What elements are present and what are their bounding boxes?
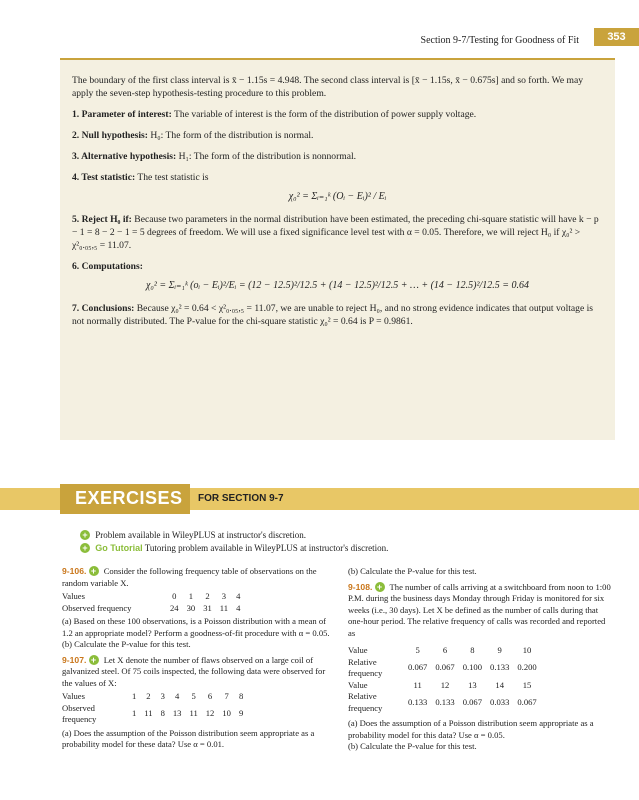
table-row-label: Relative frequency <box>348 656 383 678</box>
step-label: 2. Null hypothesis: <box>72 130 148 141</box>
table-cell: 1 <box>188 591 194 601</box>
table-cell: 11 <box>413 679 422 690</box>
step-2 <box>72 129 603 142</box>
table-cell: 13 <box>172 708 182 719</box>
step-1 <box>72 108 603 121</box>
exercise-part-b: (b) Calculate the P-value for this test. <box>62 639 191 649</box>
legend-problem-text: Problem available in WileyPLUS at instructor's discretion. <box>95 530 307 540</box>
table-cell: 9 <box>238 708 244 719</box>
table-cell: 0.133 <box>490 662 510 673</box>
legend-tutorial <box>80 543 388 553</box>
table-cell: 1 <box>132 691 137 701</box>
exercise-text: Let X denote the number of flaws observed on a large coil of galvanized steel. Of 75 coils inspected, the following data were observed for the values of X: <box>62 654 326 688</box>
step-3 <box>72 150 603 163</box>
right-column <box>348 566 613 753</box>
step-text: The variable of interest is the form of the distribution of power supply voltage. <box>174 109 477 120</box>
test-statistic-formula: χ₀² = Σᵢ₌₁ᵏ (Oᵢ − Eᵢ)² / Eᵢ <box>288 191 387 202</box>
running-header: Section 9-7/Testing for Goodness of Fit <box>420 35 579 46</box>
plus-icon: + <box>375 582 385 592</box>
table-cell: 0.067 <box>408 662 428 673</box>
table-cell: 0.067 <box>462 696 483 707</box>
table-cell: 12 <box>440 679 450 690</box>
frequency-table-106 <box>62 591 244 614</box>
table-cell: 8 <box>160 708 165 719</box>
plus-icon: + <box>89 655 99 665</box>
table-cell: 3 <box>160 691 165 701</box>
table-cell: 10 <box>522 645 532 655</box>
step-label: 4. Test statistic: <box>72 172 136 183</box>
table-cell: 6 <box>207 691 213 701</box>
step-label: 1. Parameter of interest: <box>72 109 172 120</box>
table-cell: 0.067 <box>435 662 455 673</box>
table-cell: 0.133 <box>408 696 428 707</box>
exercises-title: EXERCISES <box>75 488 183 508</box>
exercise-text: Consider the following frequency table of observations on the random variable X. <box>62 566 317 588</box>
table-cell: 11 <box>189 708 198 719</box>
table-row-label: Values <box>62 591 85 601</box>
table-cell: 11 <box>144 708 153 719</box>
table-row-label: Observed frequency <box>62 702 97 724</box>
table-row-label: Observed frequency <box>62 602 132 613</box>
table-cell: 8 <box>238 691 244 701</box>
table-cell: 30 <box>186 602 196 613</box>
table-row-label: Values <box>62 691 85 701</box>
table-cell: 10 <box>222 708 231 719</box>
table-cell: 11 <box>219 602 229 613</box>
table-cell: 2 <box>146 691 151 701</box>
go-tutorial-label: Go Tutorial <box>95 543 143 553</box>
exercise-number: 9-107. <box>62 654 87 665</box>
table-cell: 24 <box>170 602 179 613</box>
exercise-9-108 <box>348 582 613 640</box>
relative-frequency-table <box>348 645 541 714</box>
exercise-part-a: (a) Does the assumption of the Poisson distribution seem appropriate as a probability model for these data? Use α = 0.01. <box>62 727 315 749</box>
step-6 <box>72 260 603 273</box>
exercise-9-106 <box>62 566 332 589</box>
page-number: 353 <box>594 28 639 46</box>
exercise-9-107 <box>62 655 332 690</box>
step-4 <box>72 171 603 184</box>
exercise-number: 9-106. <box>62 566 87 576</box>
step-text: H₁: The form of the distribution is nonnormal. <box>178 151 357 162</box>
table-cell: 1 <box>132 708 137 719</box>
left-column <box>62 566 332 751</box>
table-cell: 3 <box>221 591 227 601</box>
table-row-label: Value <box>348 645 368 655</box>
step-text: Because two parameters in the normal distribution have been estimated, the preceding chi-square statistic will have k − p − 1 = 8 − 2 − 1 = 5 degrees of freedom. We will use a fixed significance level test with α = 0.05. Therefore, we will reject H₀ if χ₀² > χ²₀.₀₅,₅ = 11.07. <box>72 214 599 251</box>
table-cell: 0.100 <box>462 662 483 673</box>
step-label: 3. Alternative hypothesis: <box>72 151 177 162</box>
table-cell: 2 <box>205 591 210 601</box>
table-cell: 4 <box>175 691 180 701</box>
legend-problem <box>80 530 306 540</box>
computation-formula: χ₀² = Σᵢ₌₁ᵏ (oᵢ − Eᵢ)²/Eᵢ = (12 − 12.5)²/12.5 + (14 − 12.5)²/12.5 + … + (14 − 12.5)²/12.5 = 0.64 <box>145 280 530 291</box>
table-cell: 0.067 <box>517 696 537 707</box>
exercise-part-b: (b) Calculate the P-value for this test. <box>348 741 477 751</box>
example-intro: The boundary of the first class interval is x̄ − 1.15s = 4.948. The second class interval is [x̄ − 1.15s, x̄ − 0.675s] and so forth. We may apply the seven-step hypothesis-testing procedure to this problem. <box>72 75 584 99</box>
step-5 <box>72 213 603 252</box>
step-text: H₀: The form of the distribution is normal. <box>150 130 314 141</box>
table-cell: 5 <box>415 645 420 655</box>
legend-tutorial-text: Tutoring problem available in WileyPLUS at instructor's discretion. <box>144 543 389 553</box>
exercise-part-a: (a) Based on these 100 observations, is a Poisson distribution with a mean of 1.2 an appropriate model? Perform a goodness-of-fit procedure with α = 0.05. <box>62 616 330 638</box>
table-cell: 13 <box>468 679 477 690</box>
exercise-text: The number of calls arriving at a switchboard from noon to 1:00 P.M. during the business days Monday through Friday is monitored for six weeks (i.e., 30 days). Let X be defined as the number of calls during that one-hour period. The relative frequency of calls was recorded and reported as <box>348 581 611 638</box>
example-box <box>60 58 615 440</box>
table-cell: 12 <box>205 708 215 719</box>
table-cell: 0 <box>172 591 177 601</box>
table-cell: 5 <box>191 691 196 701</box>
exercises-subtitle: FOR SECTION 9-7 <box>198 493 284 504</box>
table-cell: 0.033 <box>490 696 510 707</box>
table-cell: 31 <box>203 602 212 613</box>
table-cell: 7 <box>224 691 229 701</box>
exercise-number: 9-108. <box>348 581 373 592</box>
step-label: 7. Conclusions: <box>72 303 135 314</box>
table-cell: 8 <box>470 645 475 655</box>
step-text: Because χ₀² = 0.64 < χ²₀.₀₅,₅ = 11.07, we are unable to reject H₀, and no strong evidence indicates that output voltage is not normally distributed. The P-value for the chi-square statistic χ₀² = 0.64 is P = 0.9861. <box>72 303 594 327</box>
step-label: 5. Reject H₀ if: <box>72 214 132 225</box>
table-cell: 14 <box>495 679 504 690</box>
frequency-table-107 <box>62 691 247 726</box>
step-label: 6. Computations: <box>72 261 143 272</box>
exercise-part-a: (a) Does the assumption of a Poisson distribution seem appropriate as a probability model for this data? Use α = 0.05. <box>348 718 594 740</box>
table-cell: 4 <box>236 602 241 613</box>
table-cell: 9 <box>497 645 502 655</box>
table-cell: 4 <box>236 591 241 601</box>
plus-icon: + <box>80 530 90 540</box>
table-row-label: Relative frequency <box>348 691 383 713</box>
plus-icon: + <box>80 543 90 553</box>
table-cell: 6 <box>442 645 448 655</box>
table-cell: 15 <box>522 679 532 690</box>
exercise-107-part-b: (b) Calculate the P-value for this test. <box>348 566 477 576</box>
step-text: The test statistic is <box>137 172 209 183</box>
plus-icon: + <box>89 566 99 576</box>
table-cell: 0.133 <box>435 696 455 707</box>
table-row-label: Value <box>348 679 368 690</box>
step-7 <box>72 302 603 328</box>
table-cell: 0.200 <box>517 662 537 673</box>
